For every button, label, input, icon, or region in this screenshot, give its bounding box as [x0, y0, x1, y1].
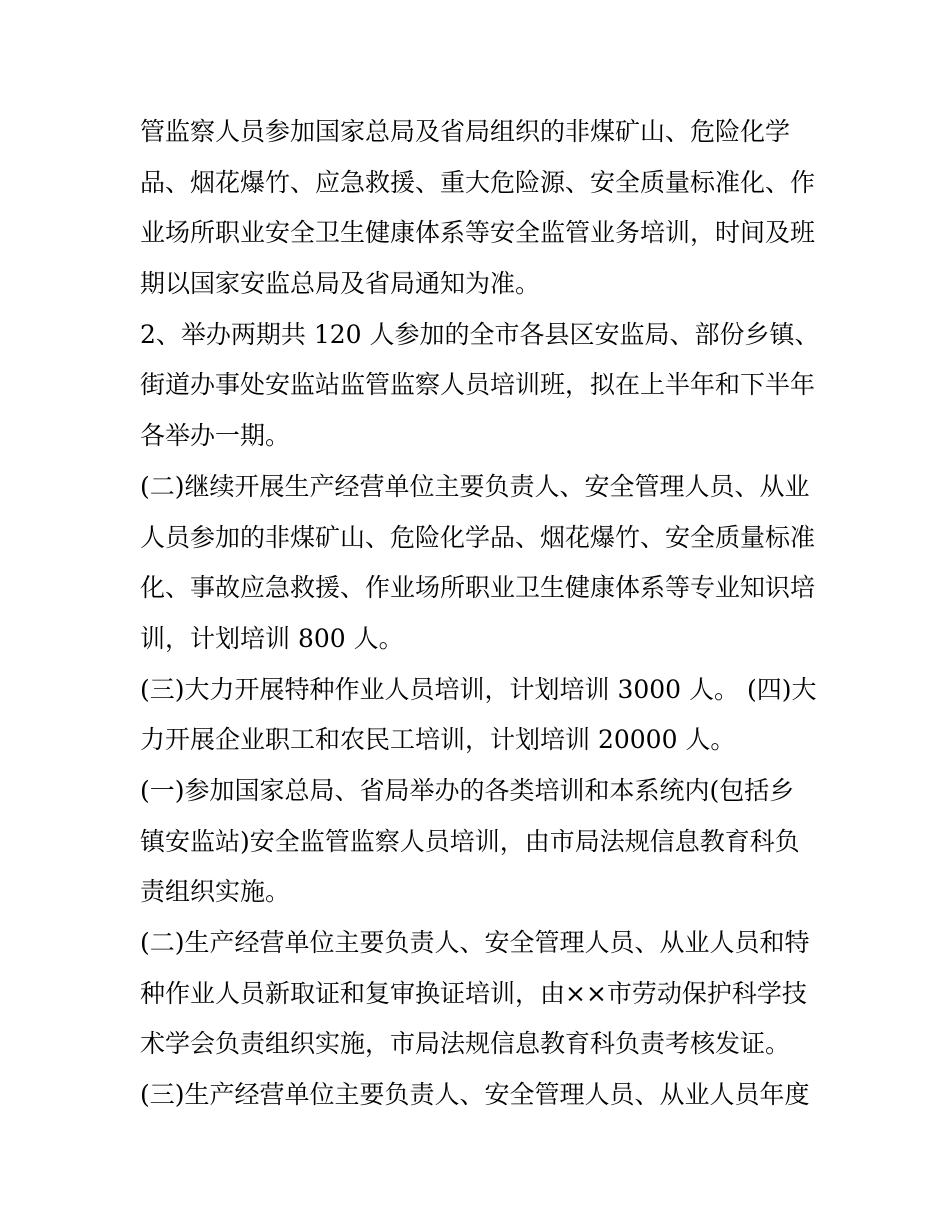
- text-line: (二)继续开展生产经营单位主要负责人、安全管理人员、从业: [140, 471, 810, 501]
- text-line: (三)生产经营单位主要负责人、安全管理人员、从业人员年度: [140, 1080, 810, 1110]
- text-line: 力开展企业职工和农民工培训，计划培训 20000 人。: [140, 725, 736, 755]
- text-line: 品、烟花爆竹、应急救援、重大危险源、安全质量标准化、作: [140, 167, 816, 197]
- text-line: 训，计划培训 800 人。: [140, 623, 404, 653]
- text-line: 人员参加的非煤矿山、危险化学品、烟花爆竹、安全质量标准: [140, 522, 816, 552]
- text-line: 街道办事处安监站监管监察人员培训班，拟在上半年和下半年: [140, 370, 816, 400]
- text-line: 化、事故应急救援、作业场所职业卫生健康体系等专业知识培: [140, 573, 816, 603]
- text-line: 期以国家安监总局及省局通知为准。: [140, 269, 541, 299]
- text-line: 2、举办两期共 120 人参加的全市各县区安监局、部份乡镇、: [140, 319, 820, 349]
- text-line: (三)大力开展特种作业人员培训，计划培训 3000 人。 (四)大: [140, 674, 817, 704]
- text-line: (一)参加国家总局、省局举办的各类培训和本系统内(包括乡: [140, 775, 795, 805]
- text-line: 管监察人员参加国家总局及省局组织的非煤矿山、危险化学: [140, 117, 791, 146]
- text-line: 种作业人员新取证和复审换证培训，由××市劳动保护科学技: [140, 978, 807, 1008]
- text-line: 镇安监站)安全监管监察人员培训，由市局法规信息教育科负: [140, 826, 800, 856]
- text-line: 各举办一期。: [140, 421, 291, 451]
- text-line: 术学会负责组织实施，市局法规信息教育科负责考核发证。: [140, 1029, 791, 1059]
- text-line: 责组织实施。: [140, 877, 291, 907]
- text-line: 业场所职业安全卫生健康体系等安全监管业务培训，时间及班: [140, 218, 816, 248]
- text-line: (二)生产经营单位主要负责人、安全管理人员、从业人员和特: [140, 928, 810, 957]
- body-text: [140, 107, 830, 1121]
